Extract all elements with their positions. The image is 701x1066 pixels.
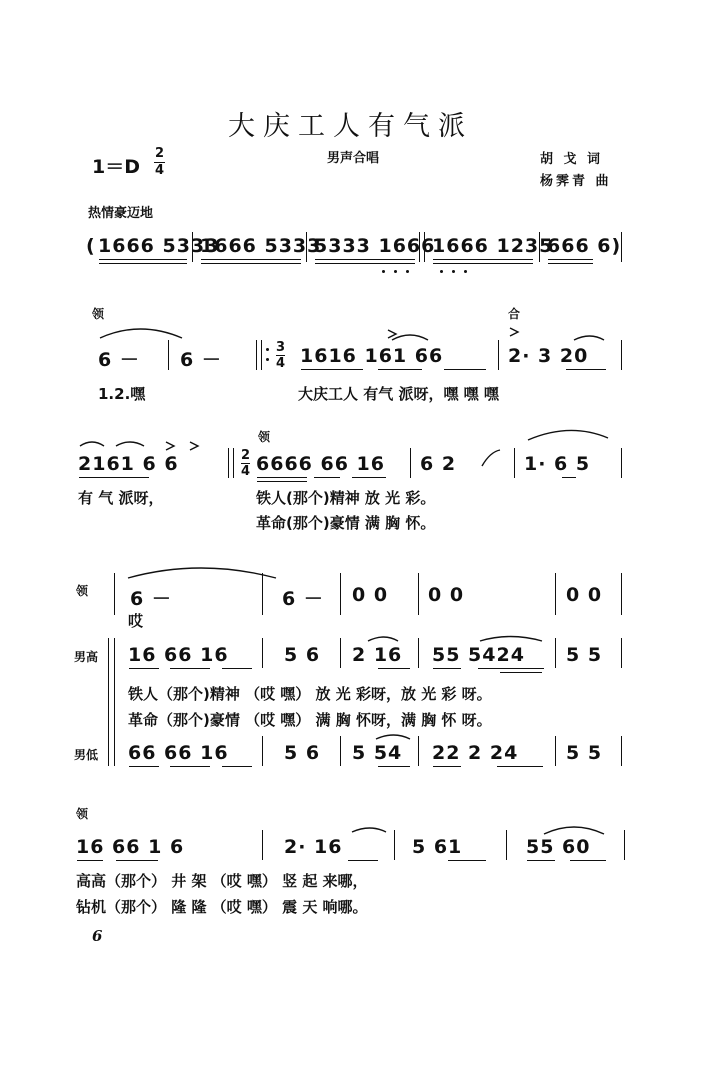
chorus-label: 合 (508, 307, 521, 321)
s2-lyric-a: 1.2.嘿 (98, 385, 146, 403)
tenor-lyric-1: 铁人（那个)精神 （哎 嘿） 放 光 彩呀，放 光 彩 呀。 (128, 685, 492, 703)
slur-s3-b (116, 442, 144, 446)
slur-s4-tenor-a (368, 637, 398, 641)
s2-measure-1: 6 － (98, 349, 140, 371)
tenor-measure-4: 55 5424 (432, 644, 525, 666)
s2-measure-3: 1616 161 66 (300, 345, 444, 367)
lead-measure-2: 6 － (282, 588, 324, 610)
s3-measure-1: 2161 6 6 (78, 453, 179, 475)
s5-lyric-2: 钻机（那个） 隆 隆 （哎 嘿） 震 天 响哪。 (76, 898, 368, 916)
slur-s4-bass (376, 735, 410, 739)
s3-lyric-v1b: 铁人(那个)精神 放 光 彩。 (256, 489, 436, 507)
s3-time-signature (241, 449, 250, 478)
time-signature-bottom: 4 (154, 163, 165, 178)
intro-measure-3: 5333 1666 (314, 235, 436, 257)
slur-s2-c (574, 336, 604, 340)
s3-ts-top: 2 (241, 448, 251, 463)
s5-measure-3: 5 61 (412, 836, 463, 858)
s2-measure-2: 6 － (180, 349, 222, 371)
lead-measure-3: 0 0 (352, 584, 389, 606)
s2-ts-top: 3 (276, 340, 286, 355)
bass-label: 男低 (74, 748, 99, 762)
lead-measure-5: 0 0 (566, 584, 603, 606)
tempo-marking: 热情豪迈地 (88, 206, 154, 221)
s2-lyric-b: 大庆工人 有气 派呀，嘿 嘿 嘿 (298, 385, 499, 403)
bass-measure-1: 66 66 16 (128, 742, 229, 764)
s5-measure-4: 55 60 (526, 836, 591, 858)
s5-lyric-1: 高高（那个） 井 架 （哎 嘿） 竖 起 来哪， (76, 872, 368, 890)
lyricist-credit: 胡 戈 词 (540, 152, 604, 167)
intro-measure-4: 1666 1235 (432, 235, 554, 257)
lead-label: 领 (92, 307, 105, 321)
intro-measure-1: 1666 5333 (98, 235, 220, 257)
time-signature (154, 147, 165, 178)
bass-measure-5: 5 5 (566, 742, 603, 764)
intro-measure-5: 666 6) (547, 235, 622, 257)
s2-measure-4: 2· 3 20 (508, 345, 589, 367)
slur-s4-lead (128, 568, 276, 578)
accent-s3-b (190, 442, 198, 450)
bass-measure-4: 22 2 24 (432, 742, 519, 764)
song-title: 大庆工人有气派 (228, 111, 473, 142)
choir-type: 男声合唱 (327, 151, 380, 166)
tenor-label: 男高 (74, 650, 99, 664)
slur-s5-a (352, 828, 386, 832)
accent-s2-b (510, 328, 518, 336)
tenor-measure-1: 16 66 16 (128, 644, 229, 666)
bass-measure-3: 5 54 (352, 742, 403, 764)
s5-measure-2: 2· 16 (284, 836, 343, 858)
accent-s2-a (388, 330, 396, 338)
accent-s3-a (166, 442, 174, 450)
s3-lyric-v1a: 有 气 派呀， (78, 489, 164, 507)
key-signature: 1＝D (92, 156, 140, 178)
grace-s3 (482, 450, 500, 466)
slur-s4-tenor-b (480, 637, 542, 642)
lead-measure-1: 6 － (130, 588, 172, 610)
s3-measure-4: 1· 6 5 (524, 453, 591, 475)
page-number: 6 (92, 927, 103, 945)
tenor-lyric-2: 革命（那个)豪情 （哎 嘿） 满 胸 怀呀，满 胸 怀 呀。 (128, 711, 492, 729)
bass-measure-2: 5 6 (284, 742, 321, 764)
s3-measure-3: 6 2 (420, 453, 457, 475)
slur-s2-b (392, 335, 428, 340)
s3-measure-2: 6666 66 16 (256, 453, 385, 475)
s2-ts-bottom: 4 (276, 356, 286, 371)
slur-s3-c (528, 430, 608, 440)
tenor-measure-3: 2 16 (352, 644, 403, 666)
intro-measure-2: 1666 5333 (200, 235, 322, 257)
lead-label: 领 (76, 807, 89, 821)
slur-s5-b (544, 827, 604, 834)
lead-measure-4: 0 0 (428, 584, 465, 606)
slur-s2-a (100, 329, 182, 338)
lead-lyric: 哎 (128, 612, 144, 630)
s5-measure-1: 16 66 1 6 (76, 836, 185, 858)
lead-label: 领 (258, 430, 271, 444)
slur-s3-a (80, 442, 104, 446)
composer-credit: 杨霁青 曲 (540, 174, 612, 189)
s3-lyric-v2b: 革命(那个)豪情 满 胸 怀。 (256, 514, 436, 532)
s2-time-signature (276, 341, 285, 370)
s3-ts-bottom: 4 (241, 464, 251, 479)
tenor-measure-2: 5 6 (284, 644, 321, 666)
lead-label: 领 (76, 584, 89, 598)
time-signature-top: 2 (154, 146, 165, 161)
tenor-measure-5: 5 5 (566, 644, 603, 666)
intro-paren: ( (86, 235, 96, 257)
